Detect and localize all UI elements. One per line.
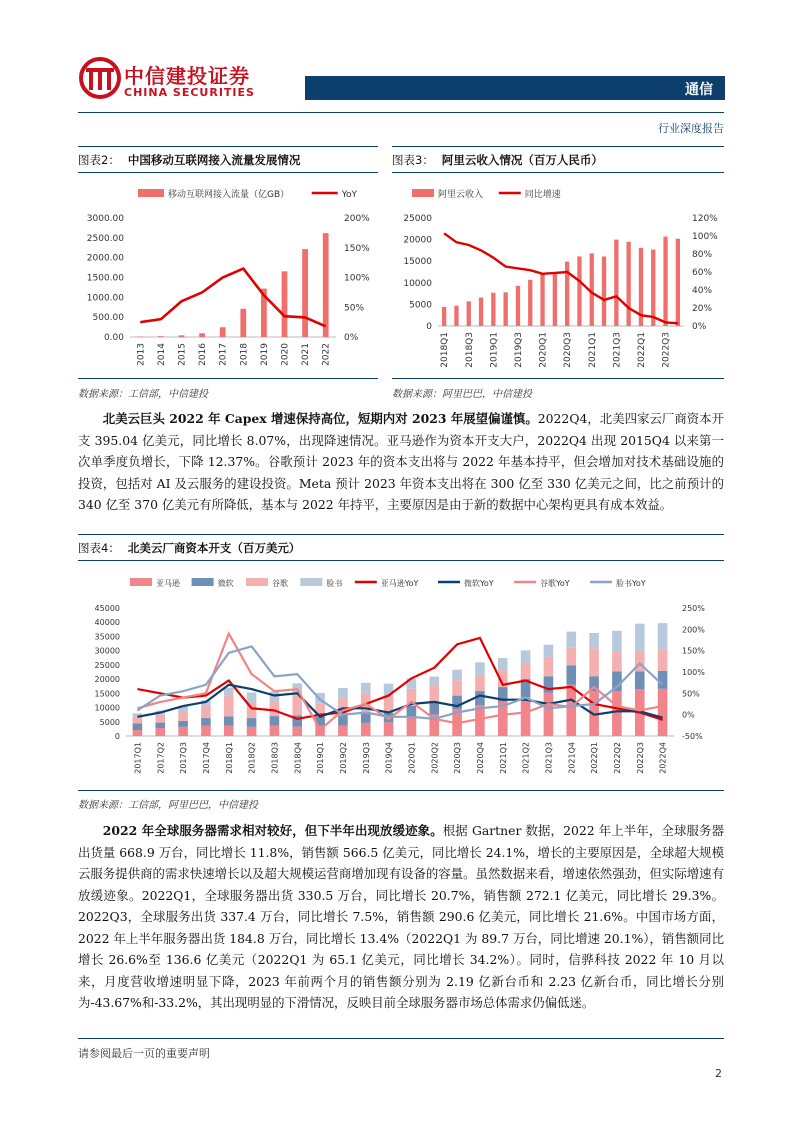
- y-left-tick-label: 15000: [403, 257, 432, 268]
- x-tick-label: 2017Q2: [156, 742, 166, 774]
- line--yoy: [137, 634, 662, 730]
- bar---2018Q4: [292, 727, 302, 736]
- legend-label: 谷歌: [272, 579, 288, 588]
- x-tick-label: 2022Q1: [636, 332, 647, 368]
- fig2-top-rule: [78, 146, 378, 147]
- bar---2022Q4: [658, 689, 668, 736]
- fig2-number: 图表2：: [78, 153, 120, 167]
- bar---2021Q1: [498, 658, 508, 670]
- legend-label: 亚马逊: [156, 579, 180, 588]
- bar---2019Q1: [491, 293, 495, 326]
- y-left-tick-label: 0: [426, 322, 432, 332]
- bar---2022Q2: [612, 631, 622, 652]
- x-tick-label: 2021Q3: [544, 742, 554, 774]
- x-tick-label: 2018: [239, 343, 250, 366]
- bar---2019Q2: [338, 716, 348, 726]
- legend-label: 脸书: [326, 579, 343, 588]
- bar---2021Q3: [544, 693, 554, 736]
- fig3-title-text: 阿里云收入情况（百万人民币）: [441, 153, 603, 167]
- y-left-tick-label: 20000: [94, 675, 120, 685]
- y-left-tick-label: 25000: [94, 660, 120, 670]
- x-tick-label: 2019Q3: [513, 332, 524, 368]
- section-header-bar: [305, 76, 725, 100]
- y-left-tick-label: 10000: [403, 278, 432, 289]
- y-right-tick-label: 250%: [682, 604, 705, 613]
- bar---2020Q1: [407, 717, 417, 736]
- bar---2019Q2: [338, 688, 348, 698]
- x-tick-label: 2019Q3: [361, 742, 371, 774]
- bar---2019Q3: [361, 723, 371, 736]
- legend-label: 亚马逊YoY: [380, 579, 419, 588]
- bar---2017Q2: [155, 728, 165, 736]
- y-right-tick-label: 0%: [344, 333, 359, 343]
- y-right-tick-label: -50%: [682, 732, 703, 741]
- fig2-source: 数据来源：工信部，中信建投: [78, 389, 208, 400]
- y-left-tick-label: 1500.00: [86, 273, 124, 284]
- bar---2018Q2: [454, 306, 458, 326]
- x-tick-label: 2019Q1: [489, 332, 500, 368]
- fig2-title: [78, 152, 300, 168]
- fig4-chart: [78, 566, 724, 788]
- y-left-tick-label: 45000: [94, 604, 120, 613]
- bar---2019Q4: [528, 280, 532, 326]
- bar---2020Q3: [452, 680, 462, 695]
- legend-swatch--: [412, 189, 434, 197]
- x-tick-label: 2020Q1: [407, 742, 417, 774]
- paragraph-capex: [78, 408, 724, 516]
- x-tick-label: 2019Q1: [316, 742, 326, 774]
- y-left-tick-label: 5000: [409, 300, 432, 311]
- footer-rule: [78, 1038, 724, 1039]
- x-tick-label: 2018Q2: [247, 742, 257, 774]
- y-left-tick-label: 0.00: [103, 333, 124, 343]
- paragraph-capex-lead: 北美云巨头 2022 年 Capex 增速保持高位，短期内对 2023 年展望偏谨慎。: [102, 411, 538, 426]
- x-tick-label: 2020Q3: [563, 332, 574, 368]
- x-tick-label: 2013: [136, 343, 147, 366]
- paragraph-servers: [78, 820, 724, 1014]
- y-left-tick-label: 30000: [94, 646, 120, 656]
- x-tick-label: 2022: [321, 343, 332, 366]
- bar---2021Q4: [566, 665, 576, 684]
- bar---2017Q2: [155, 715, 165, 723]
- y-right-tick-label: 150%: [682, 646, 705, 656]
- bar---2020Q4: [577, 256, 581, 326]
- legend-swatch--: [246, 578, 268, 586]
- bar--gb--2015: [179, 335, 185, 337]
- bar---2020Q1: [540, 273, 544, 326]
- bar---2017Q4: [201, 718, 211, 725]
- legend-label: 谷歌YoY: [540, 579, 570, 588]
- x-tick-label: 2020Q4: [475, 742, 485, 774]
- x-tick-label: 2017Q4: [201, 742, 211, 774]
- bar---2018Q1: [224, 716, 234, 725]
- legend-swatch--: [192, 578, 214, 586]
- bar---2017Q1: [133, 723, 143, 730]
- y-right-tick-label: 120%: [692, 214, 718, 224]
- x-tick-label: 2018Q1: [224, 742, 234, 774]
- x-tick-label: 2019Q4: [384, 742, 394, 774]
- bar---2022Q3: [663, 237, 667, 326]
- bar---2020Q1: [407, 706, 417, 717]
- x-tick-label: 2020Q2: [430, 742, 440, 774]
- x-tick-label: 2019Q2: [338, 742, 348, 774]
- bar---2017Q3: [178, 727, 188, 736]
- x-tick-label: 2017Q1: [133, 742, 143, 774]
- bar---2019Q3: [361, 683, 371, 693]
- y-left-tick-label: 500.00: [92, 313, 124, 324]
- bar---2020Q2: [429, 677, 439, 686]
- bar---2021Q2: [521, 650, 531, 663]
- y-right-tick-label: 0%: [682, 710, 695, 720]
- y-left-tick-label: 40000: [94, 618, 120, 628]
- y-left-tick-label: 35000: [94, 632, 120, 642]
- bar---2018Q3: [467, 301, 471, 326]
- y-left-tick-label: 2000.00: [86, 253, 124, 264]
- fig2-title-text: 中国移动互联网接入流量发展情况: [127, 153, 301, 167]
- legend-label: 微软YoY: [464, 579, 494, 588]
- bar--gb--2018: [240, 309, 246, 337]
- bar---2020Q3: [452, 670, 462, 681]
- bar--gb--2014: [158, 336, 164, 337]
- bar---2021Q4: [566, 632, 576, 648]
- x-tick-label: 2014: [156, 343, 167, 366]
- bar---2018Q1: [224, 688, 234, 696]
- legend-label: YoY: [341, 190, 358, 200]
- legend-swatch--gb-: [138, 189, 164, 197]
- legend-label: 脸书YoY: [616, 579, 646, 588]
- bar---2018Q2: [247, 727, 257, 736]
- bar---2022Q3: [635, 671, 645, 689]
- bar---2018Q1: [224, 725, 234, 736]
- x-tick-label: 2021Q1: [498, 742, 508, 774]
- legend-label: 阿里云收入: [438, 190, 484, 200]
- x-tick-label: 2022Q3: [635, 742, 645, 774]
- logo-english-name: CHINA SECURITIES: [124, 86, 255, 99]
- x-tick-label: 2022Q4: [658, 742, 668, 774]
- section-label: 通信: [685, 82, 713, 98]
- bar---2021Q3: [544, 657, 554, 676]
- bar---2018Q2: [247, 692, 257, 702]
- x-tick-label: 2015: [177, 343, 188, 366]
- bar---2022Q4: [676, 239, 680, 326]
- fig4-title: [78, 540, 300, 556]
- fig4-top-rule: [78, 534, 724, 535]
- y-left-tick-label: 10000: [94, 703, 120, 713]
- legend-swatch--: [300, 578, 322, 586]
- legend-label: 同比增速: [524, 190, 561, 200]
- fig3-source: 数据来源：阿里巴巴，中信建投: [392, 389, 532, 400]
- bar--gb--2020: [282, 271, 288, 337]
- fig3-title-rule: [392, 172, 724, 173]
- bar--gb--2013: [137, 336, 143, 337]
- bar---2019Q4: [384, 722, 394, 736]
- bar---2017Q1: [133, 730, 143, 736]
- y-right-tick-label: 200%: [682, 625, 705, 635]
- bar---2018Q1: [442, 307, 446, 326]
- bar---2017Q1: [133, 716, 143, 723]
- paragraph-servers-body: 根据 Gartner 数据，2022 年上半年，全球服务器出货量 668.9 万台，同比增长 11.8%，销售额 566.5 亿美元，同比增长 24.1%，增长的主要原因是，全球超大规模云服务提供商的需求快速增长以及超大规模运营商增加现有设备的容量。虽然数据来看，增速依然强劲，但实际增速有放缓迹象。2022Q1，全球服务器出货 330.5 万台，同比增长 20.7%，销售额 272.1 亿美元，同比增长 29.3%。2022Q3，全球服务出货 337.4 万台，同比增长 7.5%，销售额 290.6 亿美元，同比增长 21.6%。中国市场方面，2022 年上半年服务器出货 184.8 万台，同比增长 13.4%（2022Q1 为 89.7 万台，同比增速 20.1%），销售额同比增长 26.6%至 136.6 亿美元（2022Q1 为 65.1 亿美元，同比增长 34.2%）。同时，信骅科技 2022 年 10 月以来，月度营收增速明显下降，2023 年前两个月的销售额分别为 2.19 亿新台币和 2.23 亿新台币，同比增长分别为-43.67%和-33.2%，其出现明显的下滑情况，反映目前全球服务器市场总体需求仍偏低迷。: [78, 823, 724, 1010]
- bar---2020Q2: [429, 686, 439, 701]
- y-left-tick-label: 3000.00: [86, 214, 124, 224]
- line-yoy: [140, 269, 325, 327]
- y-left-tick-label: 5000: [99, 717, 120, 727]
- x-tick-label: 2018Q3: [270, 742, 280, 774]
- x-tick-label: 2018Q1: [440, 332, 451, 368]
- paragraph-servers-lead: 2022 年全球服务器需求相对较好，但下半年出现放缓迹象。: [102, 823, 443, 838]
- x-tick-label: 2018Q4: [293, 742, 303, 774]
- fig2-title-rule: [78, 172, 378, 173]
- x-tick-label: 2017Q3: [179, 742, 189, 774]
- bar--gb--2021: [302, 249, 308, 337]
- x-tick-label: 2019: [259, 343, 270, 366]
- bar---2021Q3: [544, 676, 554, 692]
- page-number: 2: [715, 1067, 722, 1080]
- bar---2020Q4: [475, 675, 485, 691]
- x-tick-label: 2020: [280, 343, 291, 366]
- bar---2022Q4: [658, 671, 668, 689]
- x-tick-label: 2022Q1: [590, 742, 600, 774]
- fig3-top-rule: [392, 146, 724, 147]
- bar---2022Q4: [658, 623, 668, 649]
- y-right-tick-label: 100%: [692, 232, 718, 242]
- header-rule: [78, 112, 724, 113]
- bar---2017Q3: [178, 721, 188, 727]
- bar---2022Q1: [589, 633, 599, 648]
- y-left-tick-label: 20000: [403, 235, 432, 246]
- x-tick-label: 2021Q4: [567, 742, 577, 774]
- y-left-tick-label: 15000: [94, 689, 120, 699]
- y-left-tick-label: 0: [114, 732, 120, 741]
- bar---2022Q3: [635, 624, 645, 651]
- fig3-chart: [392, 176, 724, 376]
- y-right-tick-label: 40%: [692, 286, 713, 296]
- x-tick-label: 2021Q1: [587, 332, 598, 368]
- bar--gb--2016: [199, 333, 205, 337]
- bar---2017Q2: [155, 723, 165, 728]
- fig4-number: 图表4：: [78, 541, 120, 555]
- bar---2018Q3: [270, 726, 280, 736]
- bar---2022Q2: [612, 652, 622, 671]
- fig2-bottom-rule: [78, 378, 378, 379]
- bar---2019Q2: [503, 292, 507, 326]
- y-left-tick-label: 1000.00: [86, 293, 124, 304]
- bar---2018Q1: [224, 696, 234, 717]
- y-right-tick-label: 200%: [344, 214, 370, 224]
- bar--gb--2022: [323, 233, 329, 337]
- x-tick-label: 2020Q1: [538, 332, 549, 368]
- bar---2020Q4: [475, 662, 485, 675]
- disclaimer-note: 请参阅最后一页的重要声明: [78, 1047, 210, 1060]
- bar---2017Q3: [178, 711, 188, 721]
- fig3-title: [392, 152, 603, 168]
- bar---2022Q1: [589, 648, 599, 676]
- y-right-tick-label: 80%: [692, 250, 713, 260]
- bar---2021Q2: [602, 256, 606, 326]
- x-tick-label: 2021Q2: [521, 742, 531, 774]
- bar---2021Q2: [521, 663, 531, 679]
- fig3-number: 图表3：: [392, 153, 434, 167]
- y-right-tick-label: 100%: [682, 668, 705, 677]
- bar---2018Q4: [292, 696, 302, 716]
- y-right-tick-label: 60%: [692, 268, 713, 278]
- x-tick-label: 2017: [218, 343, 229, 366]
- bar---2018Q3: [270, 701, 280, 716]
- x-tick-label: 2021Q3: [612, 332, 623, 368]
- x-tick-label: 2016: [198, 343, 209, 366]
- x-tick-label: 2022Q2: [612, 742, 622, 774]
- x-tick-label: 2021: [301, 343, 312, 366]
- y-right-tick-label: 150%: [344, 243, 370, 254]
- logo-chinese-name: 中信建投证券: [124, 64, 250, 88]
- bar---2021Q3: [614, 240, 618, 326]
- bar---2019Q3: [516, 286, 520, 326]
- bar--gb--2017: [220, 327, 226, 337]
- fig4-bottom-rule: [78, 790, 724, 791]
- fig4-title-text: 北美云厂商资本开支（百万美元）: [127, 541, 301, 555]
- x-tick-label: 2020Q3: [453, 742, 463, 774]
- y-right-tick-label: 50%: [682, 689, 700, 699]
- bar---2020Q2: [553, 273, 557, 326]
- x-tick-label: 2022Q3: [661, 332, 672, 368]
- legend-label: 微软: [217, 579, 234, 588]
- company-logo: [78, 56, 298, 106]
- fig4-title-rule: [78, 560, 724, 561]
- bar---2022Q2: [612, 691, 622, 736]
- legend-swatch--: [130, 578, 152, 586]
- bar---2018Q4: [479, 297, 483, 326]
- bar---2021Q2: [521, 697, 531, 736]
- bar---2021Q4: [566, 685, 576, 736]
- bar---2021Q4: [566, 647, 576, 665]
- paragraph-capex-body: 2022Q4，北美四家云厂商资本开支 395.04 亿美元，同比增长 8.07%，出现降速情况。亚马逊作为资本开支大户，2022Q4 出现 2015Q4 以来第一次单季度负增长，下降 12.37%。谷歌预计 2023 年的资本支出将与 2022 年基本持平，但会增加对技术基础设施的投资，包括对 AI 及云服务的建设投资。Meta 预计 2023 年资本支出将在 300 亿至 330 亿美元之间，比之前预计的 340 亿至 370 亿美元有所降低，基本与 2022 年持平，主要原因是由于新的数据中心架构更具有成本效益。: [78, 411, 724, 512]
- fig4-source: 数据来源：工信部，阿里巴巴，中信建投: [78, 800, 258, 811]
- bar---2021Q4: [626, 242, 630, 326]
- y-left-tick-label: 2500.00: [86, 233, 124, 244]
- bar---2018Q2: [247, 718, 257, 727]
- fig2-chart: [78, 176, 388, 376]
- y-right-tick-label: 20%: [692, 304, 713, 314]
- bar---2017Q4: [201, 725, 211, 736]
- bar---2022Q2: [651, 250, 655, 326]
- y-left-tick-label: 25000: [403, 214, 432, 224]
- citic-logo-icon: [78, 56, 122, 100]
- y-right-tick-label: 50%: [344, 303, 365, 314]
- bar---2019Q2: [338, 726, 348, 736]
- bar---2018Q3: [270, 716, 280, 726]
- x-tick-label: 2018Q3: [464, 332, 475, 368]
- y-right-tick-label: 100%: [344, 273, 370, 284]
- fig3-bottom-rule: [392, 378, 724, 379]
- bar---2017Q4: [201, 706, 211, 718]
- y-right-tick-label: 0%: [692, 322, 707, 332]
- bar---2022Q4: [658, 649, 668, 671]
- report-type: 行业深度报告: [658, 122, 724, 135]
- bar---2021Q3: [544, 645, 554, 657]
- legend-label: 移动互联网接入流量（亿GB）: [168, 190, 290, 200]
